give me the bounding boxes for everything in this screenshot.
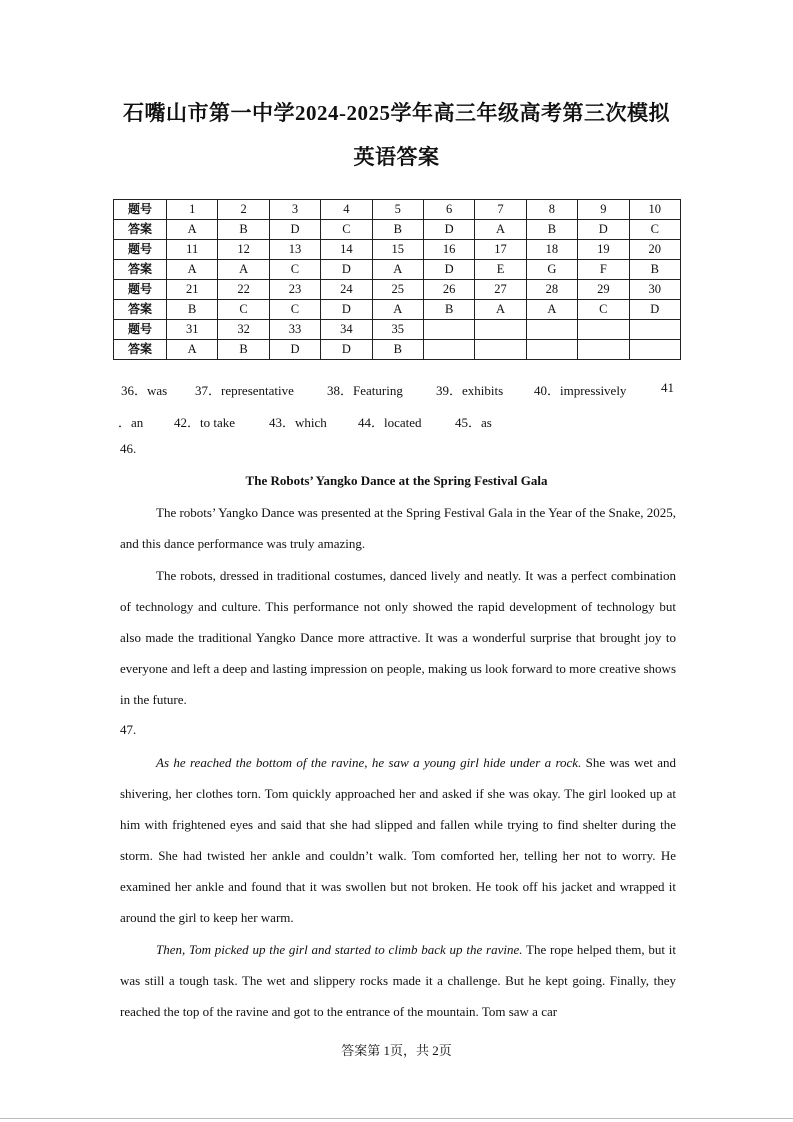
question-number-cell: 5 <box>372 200 423 220</box>
answer-cell: A <box>167 220 218 240</box>
answer-cell <box>475 340 526 360</box>
answer-cell: B <box>218 220 269 240</box>
question-number-cell: 1 <box>167 200 218 220</box>
answer-row <box>114 300 681 320</box>
answer-row <box>114 220 681 240</box>
answer-41-text: ．an <box>118 415 144 430</box>
question-number-label: 题号 <box>114 320 167 340</box>
question-number-cell: 12 <box>218 240 269 260</box>
answer-label: 答案 <box>114 300 167 320</box>
question-number-cell: 16 <box>423 240 474 260</box>
answer-cell: B <box>218 340 269 360</box>
question-number-cell: 6 <box>423 200 474 220</box>
answer-cell: A <box>167 260 218 280</box>
answer-45: 45．as <box>455 415 492 430</box>
answer-cell: A <box>526 300 577 320</box>
answer-cell: E <box>475 260 526 280</box>
question-number-cell: 28 <box>526 280 577 300</box>
question-number-cell <box>526 320 577 340</box>
answer-cell: B <box>372 220 423 240</box>
question-number-cell: 10 <box>629 200 680 220</box>
answer-cell: D <box>321 260 372 280</box>
question-number-cell: 14 <box>321 240 372 260</box>
answer-cell: D <box>578 220 629 240</box>
question-number-cell: 11 <box>167 240 218 260</box>
question-number-cell: 20 <box>629 240 680 260</box>
answer-cell: D <box>269 340 320 360</box>
question-number-label: 题号 <box>114 280 167 300</box>
answer-label: 答案 <box>114 260 167 280</box>
essay-paragraph-1: The robots’ Yangko Dance was presented at the Spring Festival Gala in the Year of the Snake, 2025, and this dance performance was truly amazing. <box>120 505 677 551</box>
question-number-cell: 18 <box>526 240 577 260</box>
paragraph-1-body: She was wet and shivering, her clothes torn. Tom quickly approached her and asked if she was okay. The girl looked up at him with frightened eyes and said that she had slipped and fallen while trying to find shelter during the storm. She had twisted her ankle and couldn’t walk. Tom comforted her, telling her not to worry. He examined her ankle and found that it was swollen but not broken. He took off his jacket and wrapped it around the girl to keep her warm. <box>120 755 676 925</box>
answer-44: 44．located <box>358 415 422 430</box>
essay-title: The Robots’ Yangko Dance at the Spring Festival Gala <box>245 473 548 488</box>
question-number-cell <box>578 320 629 340</box>
paragraph-2-body: The rope helped them, but it was still a tough task. The wet and slippery rocks made it a challenge. But he kept going. Finally, they reached the top of the ravine and got to the entrance of the mountain. Tom saw a car <box>120 942 677 1019</box>
doc-title-line2: 英语答案 <box>353 145 440 169</box>
answer-39: 39．exhibits <box>436 383 504 398</box>
doc-title-line1: 石嘴山市第一中学2024-2025学年高三年级高考第三次模拟 <box>123 101 670 125</box>
answer-cell: G <box>526 260 577 280</box>
question-number-cell <box>629 320 680 340</box>
answer-42: 42．to take <box>174 415 236 430</box>
question-number-row <box>114 200 681 220</box>
answer-37: 37．representative <box>195 383 294 398</box>
answer-cell <box>629 340 680 360</box>
continuation-paragraph-2 <box>120 934 676 1027</box>
question-number-cell: 32 <box>218 320 269 340</box>
answer-cell: C <box>321 220 372 240</box>
page-footer: 答案第 1页，共 2页 <box>341 1043 452 1058</box>
answer-cell: B <box>167 300 218 320</box>
answer-cell: A <box>372 260 423 280</box>
question-number-cell: 24 <box>321 280 372 300</box>
answer-36: 36．was <box>121 383 168 398</box>
question-number-row <box>114 320 681 340</box>
answer-40: 40．impressively <box>534 383 627 398</box>
answer-row <box>114 340 681 360</box>
continuation-paragraph-1 <box>120 747 676 933</box>
question-46-number: 46. <box>120 441 137 456</box>
answer-cell: C <box>578 300 629 320</box>
essay-paragraph-2: The robots, dressed in traditional costumes, danced lively and neatly. It was a perfect combination of technology and culture. This performance not only showed the rapid development of technology but also made the traditional Yangko Dance more attractive. It was a wonderful surprise that brought joy to everyone and left a deep and lasting impression on people, making us look forward to more creative shows in the future. <box>120 568 676 707</box>
question-number-row <box>114 240 681 260</box>
answer-cell: D <box>269 220 320 240</box>
question-number-cell: 23 <box>269 280 320 300</box>
answer-cell <box>526 340 577 360</box>
answer-cell: D <box>423 220 474 240</box>
question-number-cell: 3 <box>269 200 320 220</box>
question-number-row <box>114 280 681 300</box>
question-number-cell: 34 <box>321 320 372 340</box>
question-number-cell: 2 <box>218 200 269 220</box>
answer-cell: B <box>372 340 423 360</box>
question-number-cell: 15 <box>372 240 423 260</box>
question-number-cell <box>423 320 474 340</box>
paragraph-1-lead-sentence: As he reached the bottom of the ravine, he saw a young girl hide under a rock. <box>156 755 582 770</box>
question-number-cell <box>475 320 526 340</box>
page-bottom-rule <box>0 1118 793 1119</box>
question-number-label: 题号 <box>114 200 167 220</box>
answer-cell: B <box>423 300 474 320</box>
question-number-cell: 7 <box>475 200 526 220</box>
question-number-cell: 17 <box>475 240 526 260</box>
question-number-cell: 26 <box>423 280 474 300</box>
answer-cell: B <box>526 220 577 240</box>
answer-cell: C <box>218 300 269 320</box>
paragraph-2-lead-sentence: Then, Tom picked up the girl and started to climb back up the ravine. <box>156 942 523 957</box>
answer-cell: F <box>578 260 629 280</box>
answer-cell <box>578 340 629 360</box>
answer-label: 答案 <box>114 340 167 360</box>
answer-43: 43．which <box>269 415 327 430</box>
answer-cell: A <box>475 220 526 240</box>
question-47-number: 47. <box>120 722 137 737</box>
question-number-cell: 8 <box>526 200 577 220</box>
question-number-cell: 22 <box>218 280 269 300</box>
question-number-cell: 13 <box>269 240 320 260</box>
question-number-cell: 9 <box>578 200 629 220</box>
answer-cell: D <box>321 340 372 360</box>
answer-cell: C <box>269 300 320 320</box>
answer-cell <box>423 340 474 360</box>
answer-cell: D <box>629 300 680 320</box>
answer-cell: C <box>629 220 680 240</box>
answer-cell: A <box>475 300 526 320</box>
question-number-cell: 29 <box>578 280 629 300</box>
question-number-cell: 4 <box>321 200 372 220</box>
answer-label: 答案 <box>114 220 167 240</box>
answer-41-number: 41 <box>661 380 674 395</box>
answer-cell: C <box>269 260 320 280</box>
answer-38: 38．Featuring <box>327 383 403 398</box>
answer-cell: A <box>167 340 218 360</box>
question-number-cell: 19 <box>578 240 629 260</box>
question-number-cell: 31 <box>167 320 218 340</box>
answer-row <box>114 260 681 280</box>
answer-cell: D <box>423 260 474 280</box>
answer-table <box>113 199 681 360</box>
question-number-cell: 30 <box>629 280 680 300</box>
question-number-label: 题号 <box>114 240 167 260</box>
question-number-cell: 27 <box>475 280 526 300</box>
question-number-cell: 35 <box>372 320 423 340</box>
question-number-cell: 33 <box>269 320 320 340</box>
answer-cell: B <box>629 260 680 280</box>
question-number-cell: 21 <box>167 280 218 300</box>
answer-cell: A <box>218 260 269 280</box>
question-number-cell: 25 <box>372 280 423 300</box>
answer-cell: D <box>321 300 372 320</box>
answer-cell: A <box>372 300 423 320</box>
